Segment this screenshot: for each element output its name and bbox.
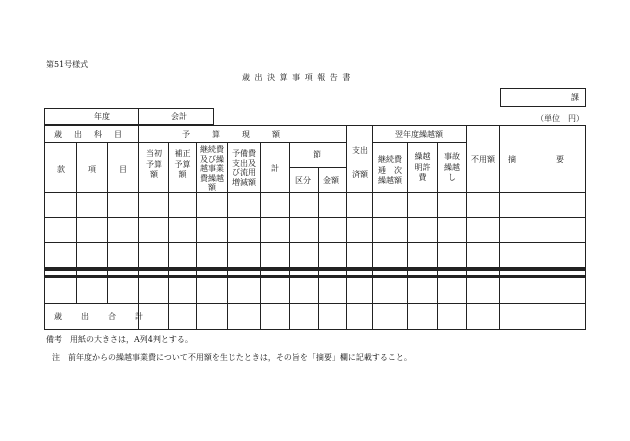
- header-reserve-transfer: 予備費 支出及 び流用 増減額: [232, 149, 256, 187]
- fiscal-year-field[interactable]: [50, 110, 92, 122]
- row-line-1: [44, 217, 585, 218]
- header-total: 計: [271, 164, 279, 173]
- col-line-carryover: [466, 125, 467, 329]
- header-carried-in: 継続費 及び繰 越事業 費繰越 額: [200, 145, 224, 192]
- fiscal-year-label: 年度: [94, 112, 110, 121]
- header-category: 区分: [295, 176, 311, 185]
- header-carryover: 翌年度繰越額: [395, 130, 443, 139]
- form-title: 歳 出 決 算 事 項 報 告 書: [242, 73, 352, 82]
- header-co-explicit: 繰越 明許 費: [414, 152, 431, 182]
- department-suffix: 課: [571, 93, 579, 102]
- header-co-accident: 事故 繰越 し: [444, 152, 460, 182]
- row-line-before-total: [44, 303, 585, 304]
- col-line-total: [289, 142, 290, 329]
- account-label: 会計: [171, 112, 187, 121]
- header-paid-2: 済額: [352, 170, 368, 179]
- col-line-kan: [76, 142, 77, 304]
- header-unused: 不用額: [471, 155, 495, 164]
- col-line-category: [318, 167, 319, 329]
- header-remarks: 摘 要: [508, 155, 564, 164]
- break-line-top: [44, 268, 585, 271]
- footnote-note: 注 前年度からの繰越事業費について不用額を生じたときは，その旨を「摘要」欄に記載すること。: [52, 353, 412, 362]
- row-line-carryover: [372, 142, 466, 143]
- row-line-2: [44, 242, 585, 243]
- col-line-reserve: [260, 142, 261, 329]
- header-moku: 目: [119, 165, 127, 174]
- col-line-budget: [346, 125, 347, 329]
- header-amount: 金額: [323, 176, 339, 185]
- year-account-divider: [138, 108, 139, 125]
- col-line-unused: [499, 125, 500, 329]
- col-line-subject: [138, 125, 139, 329]
- account-field[interactable]: [142, 110, 168, 122]
- break-line-bottom: [44, 275, 585, 278]
- header-paid-1: 支出: [352, 146, 368, 155]
- row-line-header-end: [44, 192, 585, 193]
- header-initial-budget: 当初 予算 額: [146, 149, 162, 179]
- header-budget-amount: 予 算 現 額: [182, 130, 282, 139]
- header-kou: 項: [88, 165, 96, 174]
- header-co-continuing: 継続費 逓 次 繰越額: [378, 155, 402, 185]
- header-kan: 款: [57, 165, 65, 174]
- row-line-header1: [44, 142, 346, 143]
- header-setsu: 節: [313, 150, 321, 159]
- footnote-remarks: 備考 用紙の大きさは，A列4判とする。: [46, 335, 193, 344]
- unit-note: （単位 円）: [536, 114, 584, 123]
- form-number: 第51号様式: [46, 60, 89, 69]
- header-expenditure-item: 歳 出 科 目: [54, 130, 124, 139]
- header-supplementary-budget: 補正 予算 額: [174, 149, 191, 179]
- col-line-kou: [107, 142, 108, 304]
- grand-total-label: 歳 出 合 計: [54, 312, 144, 321]
